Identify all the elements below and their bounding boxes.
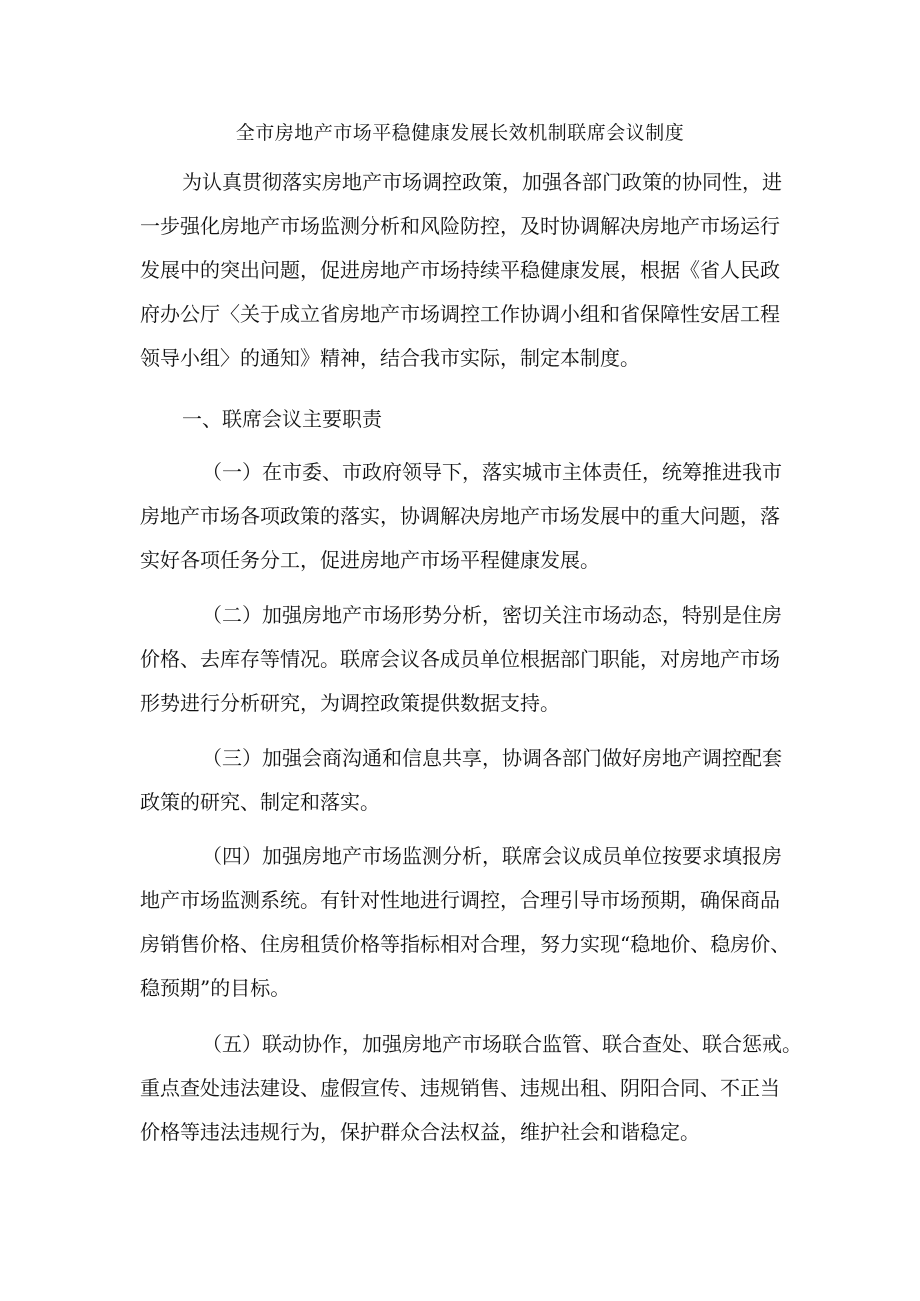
item-paragraph-2 xyxy=(140,593,790,725)
paragraph-line: （二）加强房地产市场形势分析，密切关注市场动态，特别是住房 xyxy=(202,603,782,627)
paragraph-line: 地产市场监测系统。有针对性地进行调控，合理引导市场预期，确保商品 xyxy=(140,888,780,912)
paragraph-line: （五）联动协作，加强房地产市场联合监管、联合查处、联合惩戒。 xyxy=(202,1032,802,1056)
paragraph-line: 房地产市场各项政策的落实，协调解决房地产市场发展中的重大问题，落 xyxy=(140,504,780,528)
paragraph-line: 形势进行分析研究，为调控政策提供数据支持。 xyxy=(140,691,560,715)
paragraph-line: 府办公厅〈关于成立省房地产市场调控工作协调小组和省保障性安居工程 xyxy=(140,302,780,326)
paragraph-line: （三）加强会商沟通和信息共享，协调各部门做好房地产调控配套 xyxy=(202,746,782,770)
paragraph-line: 发展中的突出问题，促进房地产市场持续平稳健康发展，根据《省人民政 xyxy=(140,258,780,282)
item-paragraph-1 xyxy=(140,450,790,582)
paragraph-line: 一步强化房地产市场监测分析和风险防控，及时协调解决房地产市场运行 xyxy=(140,214,780,238)
paragraph-line: 稳预期”的目标。 xyxy=(140,976,291,1000)
item-paragraph-4 xyxy=(140,834,790,1010)
section-heading xyxy=(140,397,790,441)
paragraph-line: 政策的研究、制定和落实。 xyxy=(140,790,380,814)
paragraph-line: 实好各项任务分工，促进房地产市场平程健康发展。 xyxy=(140,548,600,572)
paragraph-line: 房销售价格、住房租赁价格等指标相对合理，努力实现“稳地价、稳房价、 xyxy=(140,932,791,956)
paragraph-line: （四）加强房地产市场监测分析，联席会议成员单位按要求填报房 xyxy=(202,844,782,868)
item-paragraph-3 xyxy=(140,736,790,824)
paragraph-line: （一）在市委、市政府领导下，落实城市主体责任，统筹推进我市 xyxy=(202,460,782,484)
section-heading-text: 一、联席会议主要职责 xyxy=(182,407,382,431)
document-title: 全市房地产市场平稳健康发展长效机制联席会议制度 xyxy=(235,122,685,144)
intro-paragraph xyxy=(140,160,790,380)
paragraph-line: 价格等违法违规行为，保护群众合法权益，维护社会和谐稳定。 xyxy=(140,1120,700,1144)
paragraph-line: 价格、去库存等情况。联席会议各成员单位根据部门职能，对房地产市场 xyxy=(140,647,780,671)
item-paragraph-5 xyxy=(140,1022,802,1154)
paragraph-line: 领导小组〉的通知》精神，结合我市实际，制定本制度。 xyxy=(140,346,640,370)
paragraph-line: 重点查处违法建设、虚假宣传、违规销售、违规出租、阴阳合同、不正当 xyxy=(140,1076,780,1100)
paragraph-line: 为认真贯彻落实房地产市场调控政策，加强各部门政策的协同性，进 xyxy=(182,170,782,194)
